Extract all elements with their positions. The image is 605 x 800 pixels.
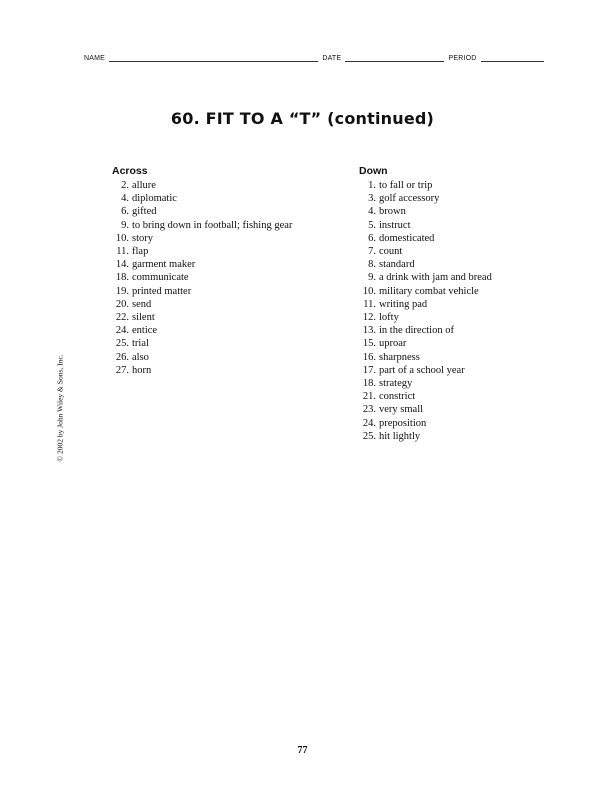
across-clue: 25. trial: [115, 338, 149, 350]
across-heading: Across: [112, 165, 148, 177]
across-clue: 18. communicate: [115, 272, 189, 284]
name-label: NAME: [84, 55, 106, 62]
across-clue: 26. also: [115, 351, 149, 363]
across-clue: 11. flap: [116, 246, 149, 258]
name-blank[interactable]: [109, 54, 318, 62]
down-clue: 11. writing pad: [363, 298, 428, 310]
across-clue: 19. printed matter: [115, 285, 192, 297]
down-clue: 5. instruct: [368, 219, 411, 231]
down-clue: 7. count: [368, 246, 403, 258]
down-column: [359, 165, 492, 443]
down-clue: 6. domesticated: [368, 232, 435, 244]
down-clue-list: [359, 179, 492, 443]
down-clue: 21. constrict: [362, 391, 416, 403]
across-clue: 4. diplomatic: [121, 193, 177, 205]
down-clue: 16. sharpness: [362, 351, 420, 363]
across-clue: 14. garment maker: [115, 259, 196, 271]
page-title: 60. FIT TO A “T” (continued): [170, 109, 435, 128]
down-clue: 1. to fall or trip: [368, 180, 433, 191]
down-clue: 3. golf accessory: [368, 193, 440, 205]
across-clue-list: [112, 179, 292, 377]
down-clue: 24. preposition: [362, 417, 427, 429]
across-clue: 10. story: [115, 232, 153, 244]
down-heading: Down: [359, 165, 388, 177]
down-clue: 10. military combat vehicle: [362, 285, 479, 297]
down-clue: 25. hit lightly: [362, 430, 421, 442]
copyright-notice: © 2002 by John Wiley & Sons, Inc.: [55, 354, 65, 462]
down-clue: 13. in the direction of: [362, 325, 454, 337]
across-clue: 9. to bring down in football; fishing gear: [121, 219, 293, 231]
down-clue: 12. lofty: [362, 312, 399, 324]
across-column: [112, 165, 292, 377]
down-clue: 9. a drink with jam and bread: [368, 272, 492, 284]
down-clue: 4. brown: [368, 206, 406, 218]
across-clue: 24. entice: [115, 325, 158, 337]
page-number: 77: [297, 745, 308, 756]
across-clue: 27. horn: [115, 364, 152, 376]
across-clue: 2. allure: [121, 180, 156, 191]
date-label: DATE: [322, 55, 342, 62]
down-clue: 8. standard: [368, 259, 415, 271]
down-clue: 23. very small: [362, 404, 424, 416]
period-label: PERIOD: [448, 55, 477, 62]
header-fields: [84, 54, 548, 62]
period-blank[interactable]: [481, 54, 544, 62]
across-clue: 6. gifted: [121, 206, 157, 218]
down-clue: 15. uproar: [362, 338, 407, 350]
down-clue: 17. part of a school year: [362, 364, 465, 376]
across-clue: 22. silent: [115, 312, 155, 324]
down-clue: 18. strategy: [362, 378, 413, 390]
across-clue: 20. send: [115, 298, 152, 310]
date-blank[interactable]: [345, 54, 444, 62]
